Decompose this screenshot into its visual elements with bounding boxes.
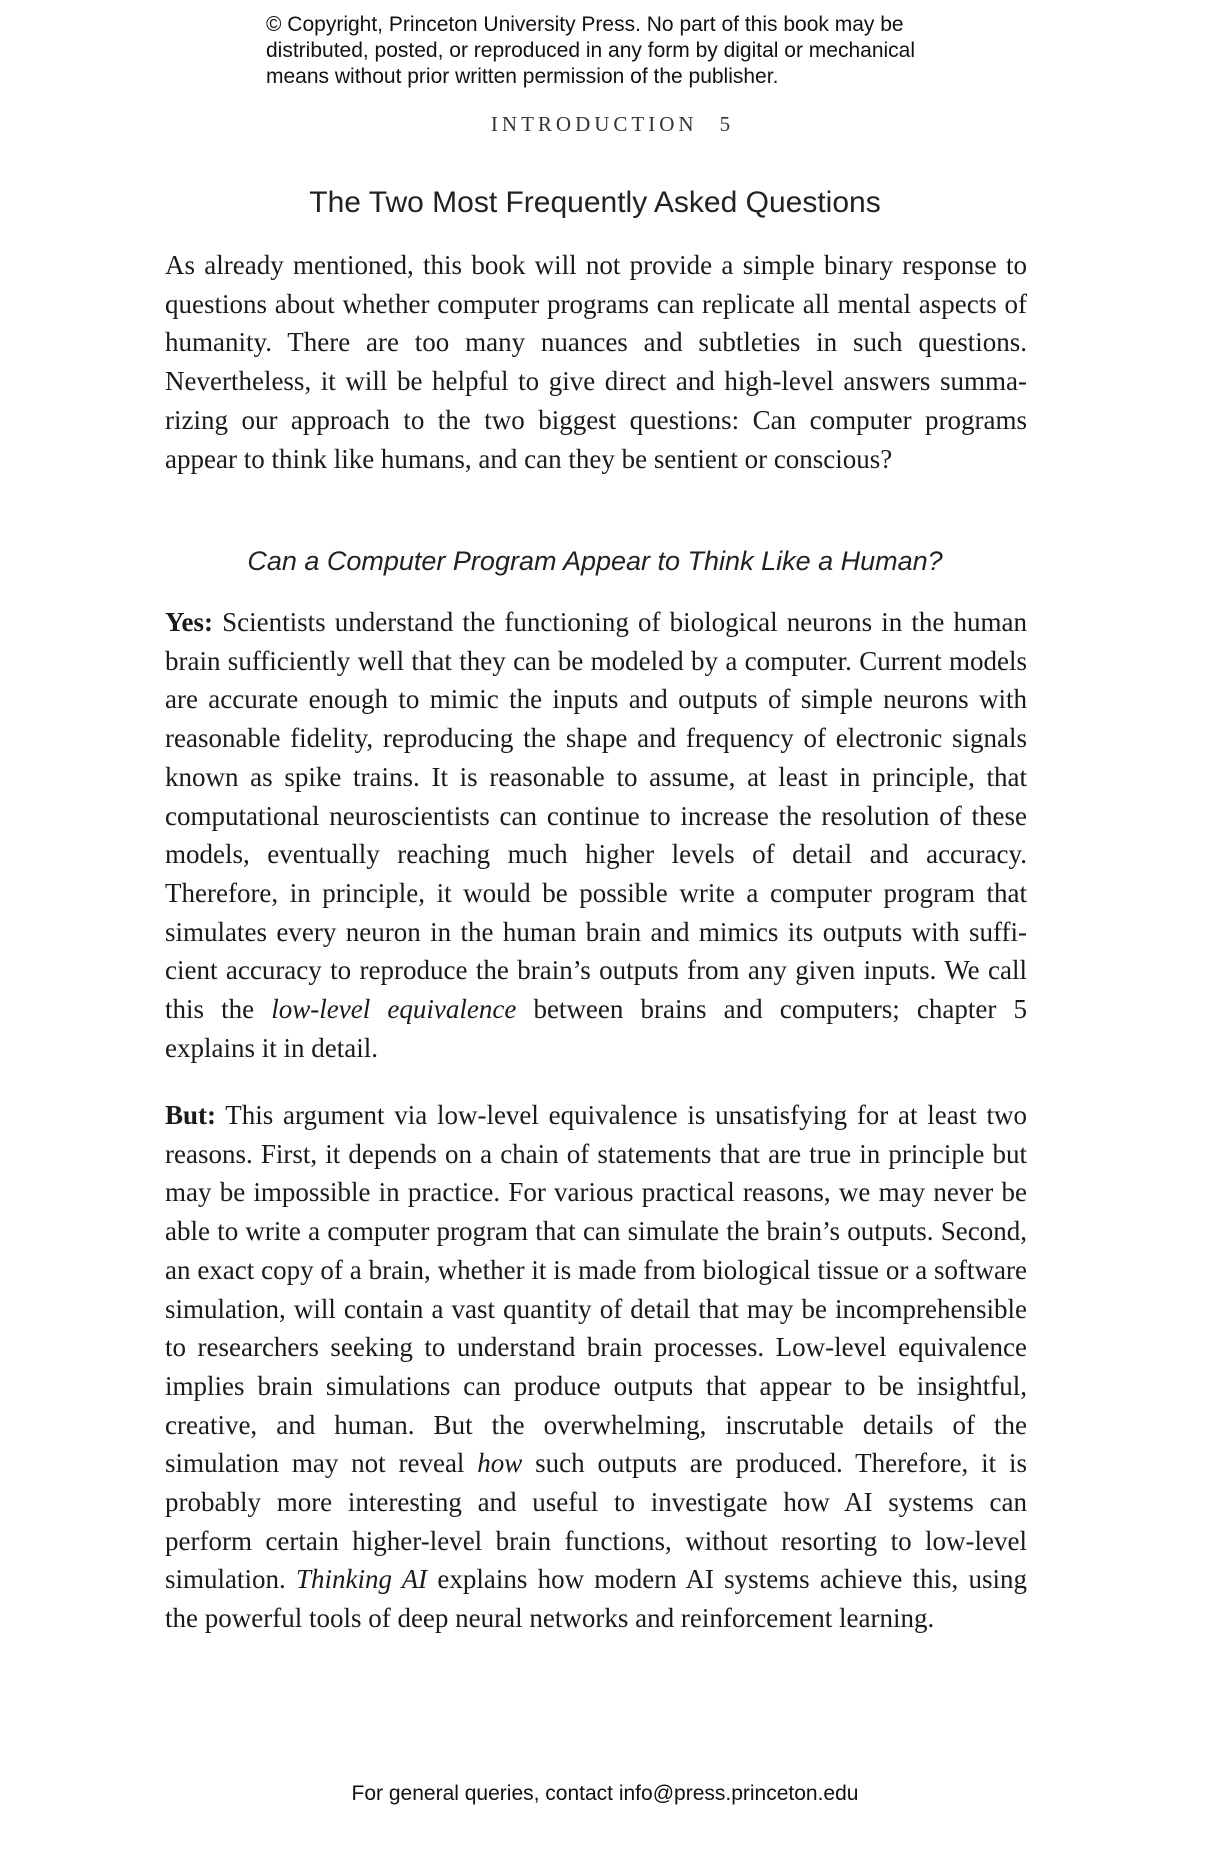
running-head-label: INTRODUCTION (490, 112, 698, 136)
footer-contact: For general queries, contact info@press.princeton.edu (351, 1782, 859, 1805)
but-paragraph (165, 1096, 1027, 1638)
copyright-line-3: means without prior written permission of the publisher. (266, 65, 779, 88)
page-number: 5 (719, 112, 735, 136)
yes-text-a: Scientists understand the functioning of biological neurons in the human brain sufficiently well that they can be modeled by a computer. Current models are accurate enough to mimic the inputs and outputs of simple neurons with reasonable fidelity, reproducing the shape and frequency of electronic signals known as spike trains. It is reasonable to assume, at least in principle, that computational neuroscientists can continue to increase the resolution of these models, eventually reaching much higher levels of detail and accuracy. Therefore, in principle, it would be possible write a computer program that simulates every neuron in the human brain and mimics its outputs with sufficient accuracy to reproduce the brain’s outputs from any given inputs. We call this the (165, 607, 1027, 1025)
copyright-line-2: distributed, posted, or reproduced in any form by digital or mechanical (266, 39, 916, 62)
yes-paragraph (165, 603, 1027, 1067)
intro-paragraph: As already mentioned, this book will not provide a simple binary response to questions about whether computer programs can replicate all mental aspects of humanity. There are too many nuances and subtleties in such questions. Nevertheless, it will be helpful to give direct and high-level answers summarizing our approach to the two biggest questions: Can computer programs appear to think like humans, and can they be sentient or conscious? (165, 250, 1027, 474)
but-emphasis-how: how (477, 1448, 523, 1479)
copyright-notice (266, 12, 1026, 90)
running-head (0, 112, 1225, 137)
but-text-b: such outputs are produced. Therefore, it is probably more interesting and useful to investigate how AI systems can perform certain higher-level brain functions, without resorting to low-level simulation. (165, 1448, 1027, 1595)
but-emphasis-title: Thinking AI (295, 1564, 428, 1595)
but-text-c: explains how modern AI systems achieve this, using the powerful tools of deep neural networks and reinforcement learning. (165, 1564, 1028, 1634)
copyright-line-1: © Copyright, Princeton University Press. No part of this book may be (266, 13, 904, 36)
subsection-heading: Can a Computer Program Appear to Think Like a Human? (247, 546, 943, 576)
section-heading: The Two Most Frequently Asked Questions (309, 186, 881, 219)
but-text-a: This argument via low-level equivalence is unsatisfying for at least two reasons. First, it depends on a chain of statements that are true in principle but may be impossible in practice. For various practical reasons, we may never be able to write a computer program that can simulate the brain’s outputs. Second, an exact copy of a brain, whether it is made from biological tissue or a software simulation, will contain a vast quantity of detail that may be incomprehensible to researchers seeking to understand brain processes. Low-level equivalence implies brain simulations can produce outputs that appear to be insightful, creative, and human. But the overwhelming, inscrutable details of the simulation may not reveal (165, 1100, 1027, 1479)
yes-emphasis: low-level equivalence (271, 994, 517, 1025)
yes-text-b: between brains and computers; chapter 5 explains it in detail. (165, 994, 1027, 1063)
yes-lead: Yes: (165, 607, 213, 637)
but-lead: But: (165, 1100, 217, 1130)
